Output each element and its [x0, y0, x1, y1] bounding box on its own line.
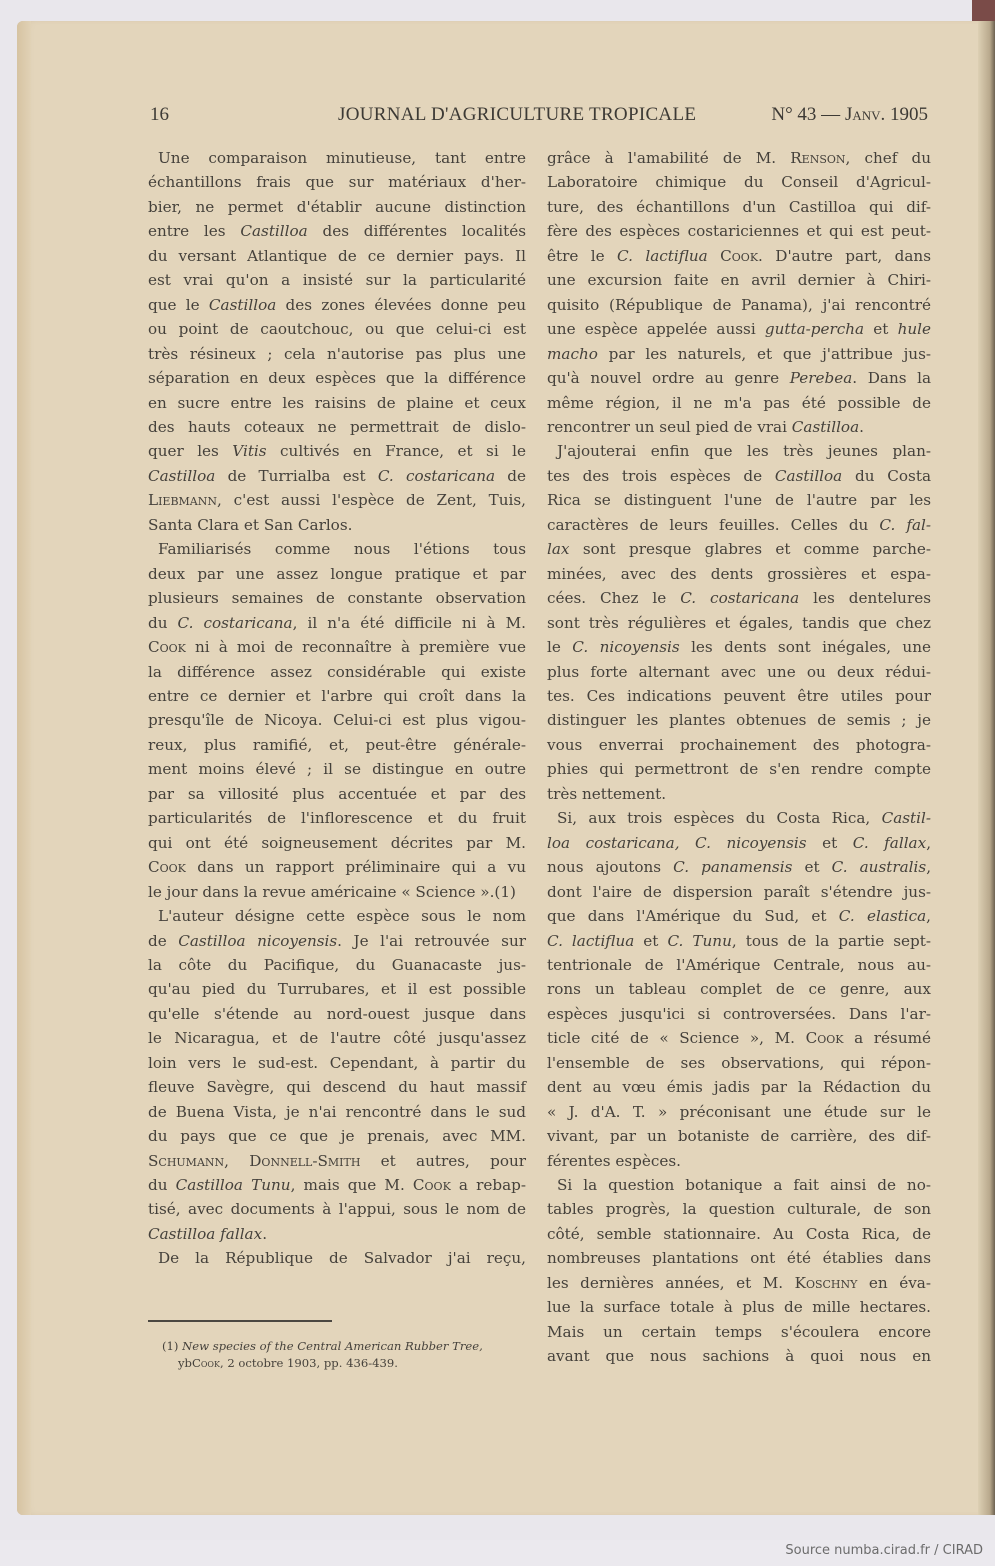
text-line: Rica se distinguent l'une de l'autre par les	[547, 491, 931, 510]
text-line: que le Castilloa des zones élevées donne peu	[148, 295, 526, 314]
text-line: Si, aux trois espèces du Costa Rica, Castil-	[557, 809, 931, 828]
issue-info	[771, 104, 928, 126]
text-line: Liebmann, c'est aussi l'espèce de Zent, Tuis,	[148, 491, 526, 510]
text-line: reux, plus ramifié, et, peut-être générale-	[148, 735, 526, 754]
text-line: quisito (République de Panama), j'ai rencontré	[547, 295, 931, 314]
text-line: la côte du Pacifique, du Guanacaste jus-	[148, 955, 526, 974]
text-line: qu'elle s'étende au nord-ouest jusque dans	[148, 1004, 526, 1023]
text-line: férentes espèces.	[547, 1151, 681, 1170]
text-line: plusieurs semaines de constante observation	[148, 589, 526, 608]
text-line: une espèce appelée aussi gutta-percha et hule	[547, 320, 931, 339]
text-line: espèces jusqu'ici si controversées. Dans l'ar-	[547, 1004, 931, 1023]
text-line: plus forte alternant avec une ou deux rédui-	[547, 662, 931, 681]
text-line: ticle cité de « Science », M. Cook a résumé	[547, 1029, 931, 1048]
text-line: De la République de Salvador j'ai reçu,	[158, 1249, 526, 1268]
text-line: distinguer les plantes obtenues de semis ; je	[547, 711, 931, 730]
text-line: de Buena Vista, je n'ai rencontré dans le sud	[148, 1102, 526, 1121]
text-line: macho par les naturels, et que j'attribue jus-	[547, 344, 931, 363]
text-line: les dernières années, et M. Koschny en éva-	[547, 1273, 931, 1292]
text-line: nombreuses plantations ont été établies dans	[547, 1249, 931, 1268]
text-line: bier, ne permet d'établir aucune distinction	[148, 197, 526, 216]
text-line: Schumann, Donnell-Smith et autres, pour	[148, 1151, 527, 1170]
text-line: cées. Chez le C. costaricana les dentelures	[547, 589, 931, 608]
text-line: entre ce dernier et l'arbre qui croît dans la	[148, 686, 526, 705]
text-line: tes des trois espèces de Castilloa du Costa	[547, 466, 931, 485]
left-column	[148, 146, 526, 1271]
footnote-rule	[148, 1320, 332, 1322]
text-line: très nettement.	[547, 784, 667, 803]
text-line: grâce à l'amabilité de M. Renson, chef du	[547, 149, 931, 167]
text-line: Si la question botanique a fait ainsi de no-	[557, 1176, 931, 1195]
text-line: Une comparaison minutieuse, tant entre	[158, 149, 526, 167]
text-line: fleuve Savègre, qui descend du haut massif	[148, 1078, 526, 1097]
issue-month: Janv.	[844, 104, 886, 125]
text-line: du pays que ce que je prenais, avec MM.	[148, 1127, 526, 1146]
text-line: échantillons frais que sur matériaux d'her-	[148, 173, 526, 192]
issue-number: N° 43 —	[771, 104, 845, 125]
text-line: séparation en deux espèces que la différence	[148, 369, 526, 388]
text-line: l'ensemble de ses observations, qui répon-	[547, 1053, 931, 1072]
text-line: vivant, par un botaniste de carrière, des dif-	[547, 1127, 931, 1146]
text-line: en sucre entre les raisins de plaine et ceux	[148, 393, 526, 412]
text-line: lue la surface totale à plus de mille hectares.	[547, 1298, 931, 1317]
text-line: même région, il ne m'a pas été possible de	[547, 393, 931, 412]
footnote-line-2: ybCook, 2 octobre 1903, pp. 436-439.	[178, 1356, 398, 1370]
text-line: particularités de l'inflorescence et du fruit	[148, 809, 526, 828]
text-line: le jour dans la revue américaine « Science ».(1)	[148, 882, 516, 901]
text-line: « J. d'A. T. » préconisant une étude sur le	[547, 1102, 931, 1121]
text-line: loa costaricana, C. nicoyensis et C. fallax,	[547, 833, 932, 852]
right-column	[547, 146, 931, 1369]
text-line: Santa Clara et San Carlos.	[148, 515, 353, 534]
text-line: C. lactiflua et C. Tunu, tous de la partie sept-	[547, 931, 931, 950]
text-line: minées, avec des dents grossières et espa-	[547, 564, 931, 583]
issue-year: 1905	[885, 104, 928, 125]
text-line: fère des espèces costariciennes et qui est peut-	[547, 222, 931, 241]
text-line: la différence assez considérable qui existe	[148, 662, 526, 681]
text-line: que dans l'Amérique du Sud, et C. elastica,	[547, 907, 931, 926]
scan-corner-artifact	[972, 0, 995, 21]
text-line: Laboratoire chimique du Conseil d'Agricul-	[547, 173, 931, 192]
text-line: du C. costaricana, il n'a été difficile ni à M.	[148, 613, 526, 632]
footnote-title: New species of the Central American Rubber Tree,	[182, 1339, 483, 1353]
text-line: tes. Ces indications peuvent être utiles pour	[547, 686, 931, 705]
text-line: tisé, avec documents à l'appui, sous le nom de	[148, 1200, 526, 1219]
text-line: de Castilloa nicoyensis. Je l'ai retrouvée sur	[148, 931, 526, 950]
page-gutter-shadow	[978, 21, 995, 1515]
text-line: qu'à nouvel ordre au genre Perebea. Dans la	[547, 369, 932, 388]
text-line: presqu'île de Nicoya. Celui-ci est plus vigou-	[148, 711, 526, 730]
text-line: deux par une assez longue pratique et par	[148, 564, 526, 583]
text-line: tables progrès, la question culturale, de son	[547, 1200, 931, 1219]
text-line: vous enverrai prochainement des photogra-	[547, 735, 931, 754]
text-line: le Nicaragua, et de l'autre côté jusqu'assez	[148, 1029, 526, 1048]
text-line: qui ont été soigneusement décrites par M.	[148, 833, 526, 852]
text-line: qu'au pied du Turrubares, et il est possible	[148, 980, 526, 999]
text-line: J'ajouterai enfin que les très jeunes plan-	[557, 442, 931, 461]
text-line: Familiarisés comme nous l'étions tous	[158, 540, 526, 559]
text-line: Castilloa de Turrialba est C. costaricana de	[148, 466, 526, 485]
text-line: du versant Atlantique de ce dernier pays. Il	[148, 246, 526, 265]
footnote-marker: (1)	[162, 1339, 183, 1353]
text-line: être le C. lactiflua Cook. D'autre part, dans	[547, 246, 932, 265]
footnote-author: Cook	[191, 1356, 220, 1370]
text-line: tentrionale de l'Amérique Centrale, nous au-	[547, 955, 931, 974]
text-line: ment moins élevé ; il se distingue en outre	[148, 760, 526, 779]
page-left-edge	[17, 21, 31, 1515]
text-line: L'auteur désigne cette espèce sous le nom	[158, 907, 526, 926]
text-line: Castilloa fallax.	[148, 1224, 268, 1243]
text-line: loin vers le sud-est. Cependant, à partir du	[148, 1053, 526, 1072]
text-line: phies qui permettront de s'en rendre compte	[547, 760, 931, 779]
text-line: dent au vœu émis jadis par la Rédaction du	[547, 1078, 931, 1097]
text-line: entre les Castilloa des différentes localités	[148, 222, 526, 241]
text-line: du Castilloa Tunu, mais que M. Cook a rebap-	[148, 1176, 526, 1195]
text-line: rencontrer un seul pied de vrai Castilloa.	[547, 417, 864, 436]
text-line: Cook ni à moi de reconnaître à première vue	[148, 638, 526, 657]
text-line: est vrai qu'on a insisté sur la particularité	[148, 271, 526, 290]
text-line: Mais un certain temps s'écoulera encore	[547, 1322, 931, 1341]
text-line: nous ajoutons C. panamensis et C. australis,	[547, 858, 932, 877]
text-line: des hauts coteaux ne permettrait de dislo-	[148, 417, 526, 436]
text-line: quer les Vitis cultivés en France, et si le	[148, 442, 526, 461]
text-line: ou point de caoutchouc, ou que celui-ci est	[148, 320, 526, 339]
text-line: caractères de leurs feuilles. Celles du C. fal-	[547, 515, 931, 534]
text-line: avant que nous sachions à quoi nous en	[547, 1347, 931, 1366]
text-line: très résineux ; cela n'autorise pas plus une	[148, 344, 526, 363]
text-line: sont très régulières et égales, tandis que chez	[547, 613, 931, 632]
text-line: lax sont presque glabres et comme parche-	[547, 540, 931, 559]
footnote	[162, 1338, 528, 1372]
running-head	[150, 104, 928, 132]
text-line: Cook dans un rapport préliminaire qui a vu	[148, 858, 526, 877]
text-line: par sa villosité plus accentuée et par des	[148, 784, 526, 803]
text-line: une excursion faite en avril dernier à Chiri-	[547, 271, 931, 290]
footnote-line-1	[162, 1338, 528, 1355]
text-line: ture, des échantillons d'un Castilloa qui dif-	[547, 197, 931, 216]
text-line: dont l'aire de dispersion paraît s'étendre jus-	[547, 882, 931, 901]
source-credit: Source numba.cirad.fr / CIRAD	[785, 1543, 983, 1558]
journal-title: JOURNAL D'AGRICULTURE TROPICALE	[338, 104, 697, 125]
text-line: rons un tableau complet de ce genre, aux	[547, 980, 931, 999]
text-line: côté, semble stationnaire. Au Costa Rica, de	[547, 1224, 931, 1243]
page-number: 16	[150, 104, 169, 125]
text-line: le C. nicoyensis les dents sont inégales, une	[547, 638, 931, 657]
